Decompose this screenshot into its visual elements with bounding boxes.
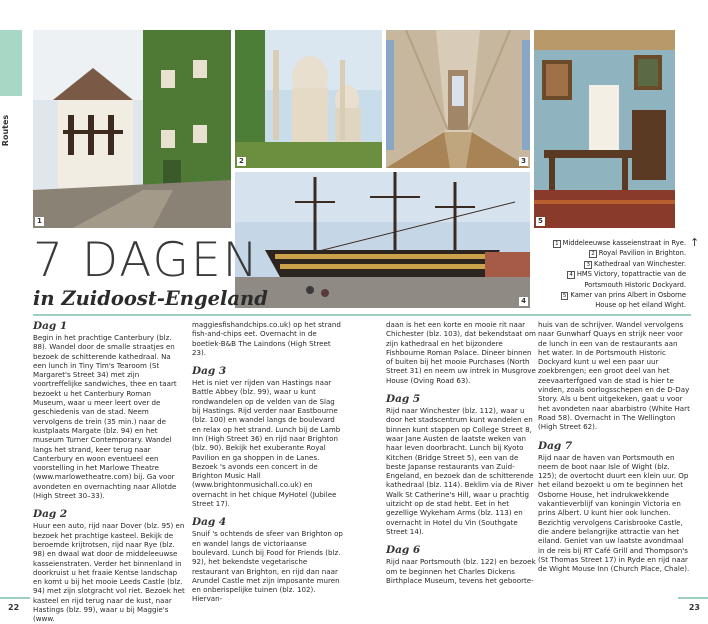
caption-line: 1 Middeleeuwse kasseienstraat in Rye. (555, 239, 686, 247)
day-heading: Dag 1 (33, 320, 68, 332)
section-tab (0, 30, 22, 96)
day-text: maggiesfishandchips.co.uk) op het strand fish-and-chips eet. Overnacht in de boetiek-B&B The Laindons (High Street 23). (192, 320, 341, 357)
day-text: Huur een auto, rijd naar Dover (blz. 95) en bezoek het prachtige kasteel. Bekijk de beroemde krijtrotsen, rijd naar Rye (blz. 98) en dwaal wat door de middeleeuwse kasseienstraten. Verder het binnenland in doorkruist u het fraaie Kentse landschap en komt u bij het mooie Leeds Castle (blz. 94) met zijn slotgracht vol riet. Bezoek het kasteel en rijd terug naar de kust, naar Hastings (blz. 99), waar u bij Maggie's (www. (33, 521, 185, 624)
text-column-1 (33, 320, 185, 624)
photo-captions (536, 238, 686, 311)
day-heading: Dag 4 (192, 516, 227, 529)
page-number-rule (678, 597, 708, 599)
page-number-rule (0, 597, 30, 599)
page-number-right: 23 (688, 603, 700, 612)
day-text: Het is niet ver rijden van Hastings naar Battle Abbey (blz. 99), waar u kunt rondwandelen op de velden van de Slag bij Hastings. Rijd verder naar Eastbourne (blz. 100) en wandel langs de boulevard en relax op het strand. Lunch bij de Lamb Inn (High Street 36) en rijd naar Brighton (blz. 90). Bekijk het exuberante Royal Pavilion en ga shoppen in de Lanes. Bezoek 's avonds een concert in de Brighton Music Hall (www.brightonmusichall.co.uk) en overnacht in het chique MyHotel (Jubilee Street 17). (192, 378, 341, 509)
photo-winchester-cathedral (386, 30, 530, 168)
caption-line: 2 Royal Pavilion in Brighton. (591, 249, 686, 258)
day-heading: Dag 5 (386, 393, 421, 406)
day-text: Rijd naar Portsmouth (blz. 122) en bezoek om te beginnen het Charles Dickens Birthplace Museum, tevens het geboorte- (386, 557, 536, 585)
section-tab-label: Routes (1, 114, 11, 147)
page-number-left: 22 (8, 603, 20, 612)
photo-hms-victory (235, 172, 530, 308)
day-text: Snuif 's ochtends de sfeer van Brighton op en wandel langs de victoriaanse boulevard. Lunch bij Food for Friends (blz. 92), het bekendste vegetarische restaurant van Brighton, en rijd dan naar Arundel Castle met zijn imposante muren en onberispelijke tuinen (blz. 102). Hiervan- (192, 529, 343, 604)
day-text: Begin in het prachtige Canterbury (blz. 88). Wandel door de smalle straatjes en bezoek de schitterende kathedraal. Na een lunch in Tiny Tim's Tearoom (St Margaret's Street 34) met zijn voortreffelijke sandwiches, thee en taart bezoekt u het Canterbury Roman Museum, waar u meer leert over de geschiedenis van de stad. Neem vervolgens de trein (35 min.) naar de kustplaats Margate (blz. 94) en het museum Turner Contemporary. Wandel langs het strand, keer terug naar Canterbury en woon eventueel een voorstelling in het Marlowe Theatre (www.marlowetheatre.com) bij. Ga voor avondeten en overnachting naar Allotde (High Street 30–33). (33, 333, 177, 501)
day-text: Rijd naar de haven van Portsmouth en neem de boot naar Isle of Wight (blz. 125); de overtocht duurt een klein uur. Op het eiland bezoekt u om te beginnen het Osborne House, het indrukwekkende vakantieverblijf van koningin Victoria en prins Albert. U kunt hier ook lunchen. Bezichtig vervolgens Carisbrooke Castle, die andere belangrijke attractie van het eiland. Geniet van uw laatste avondmaal in de reis bij RT Café Grill and Thompson's (St Thomas Street 17) in Ryde en rijd naar de Wight Mouse Inn (Church Place, Chale). (538, 452, 690, 574)
photo-rye-street (33, 30, 231, 228)
photo-number: 1 (37, 217, 42, 225)
caption-line: House op het eiland Wight. (595, 301, 686, 310)
caption-line: 5 Kamer van prins Albert in Osborne (562, 291, 686, 300)
text-column-2 (192, 320, 344, 604)
section-divider (33, 314, 691, 316)
caption-line: 4 HMS Victory, topattractie van de (569, 270, 686, 279)
photo-osborne-house-room (534, 30, 675, 228)
photo-number: 3 (521, 157, 526, 165)
day-text: huis van de schrijver. Wandel vervolgens naar Gunwharf Quays en strijk neer voor de lunch in een van de restaurants aan het water. In de Portsmouth Historic Dockyard kunt u wel een paar uur zoekbrengen; een groot deel van het zeevaarterfgoed van de stad is hier te vinden, zoals oorlogsschepen en de D-Day Story. Als u bent uitgekeken, gaat u voor het avondeten naar abarbistro (White Hart Road 58). Overnacht in The Wellington (High Street 62). (538, 320, 690, 432)
photo-number: 2 (239, 157, 244, 165)
day-heading: Dag 6 (386, 544, 421, 557)
text-column-4 (538, 320, 690, 573)
caption-line: Portsmouth Historic Dockyard. (584, 280, 686, 289)
day-heading: Dag 2 (33, 508, 68, 521)
text-column-3 (386, 320, 538, 585)
photo-number: 4 (521, 297, 526, 305)
day-heading: Dag 3 (192, 365, 227, 378)
photo-royal-pavilion (235, 30, 382, 168)
day-heading: Dag 7 (538, 439, 573, 452)
page-title: 7 DAGEN (33, 233, 260, 288)
caption-line: 3 Kathedraal van Winchester. (586, 259, 686, 268)
page-subtitle: in Zuidoost-Engeland (33, 287, 268, 310)
photo-number: 5 (538, 217, 543, 225)
arrow-up-icon: ↑ (690, 236, 700, 249)
day-text: Rijd naar Winchester (blz. 112), waar u door het stadscentrum kunt wandelen en binnen kunt stappen op College Street 8, waar Jane Austen de laatste weken van haar leven doorbracht. Lunch bij Kyoto Kitchen (Bridge Street 5), een van de beste Japanse restaurants van Zuid-Engeland, en bezoek dan de schitterende kathedraal (blz. 114). Beklim via de River Walk St Catherine's Hill, waar u prachtig uitzicht op de stad hebt. Eet in het gezellige Wykeham Arms (blz. 113) en overnacht in Hotel du Vin (Southgate Street 14). (386, 406, 534, 536)
day-text: daan is het een korte en mooie rit naar Chichester (blz. 103), dat bekendstaat om zijn kathedraal en het bijzondere Fishbourne Roman Palace. Dineer binnen of buiten bij het mooie Purchases (North Street 31) en neem uw intrek in Musgrove House (Oving Road 63). (386, 320, 536, 385)
